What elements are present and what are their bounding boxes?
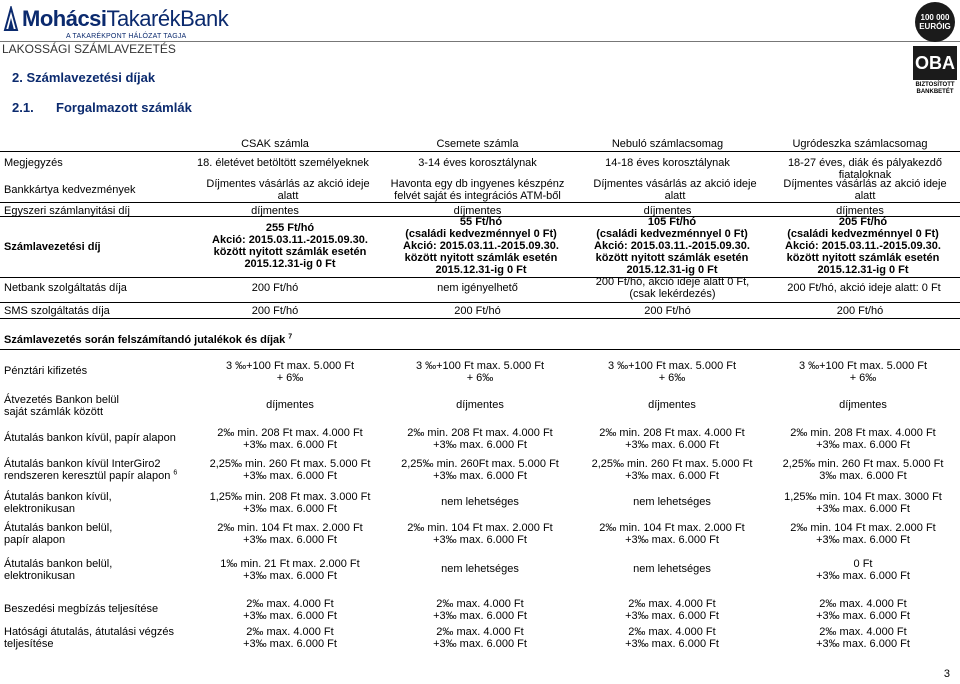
fee-value <box>768 598 958 622</box>
fee-value-line: +3‰ max. 6.000 Ft <box>243 610 337 622</box>
fee-label-text: teljesítése <box>4 638 54 650</box>
fee-value <box>768 399 958 411</box>
fee-label-line <box>4 558 194 570</box>
fee-label-line <box>4 638 194 650</box>
fee-value-line: + 6‰ <box>849 372 877 384</box>
megjegyzes-csak: 18. életévet betöltött személyeknek <box>197 157 369 169</box>
szamlavezetesi-nebulo-price: 105 Ft/hó <box>647 216 697 228</box>
fee-value-line: + 6‰ <box>276 372 304 384</box>
fee-label-text: Hatósági átutalás, átutalási végzés <box>4 626 174 638</box>
fee-value-line: +3‰ max. 6.000 Ft <box>816 610 910 622</box>
szamlavezetesi-csemete <box>385 216 577 276</box>
fee-value-line: +3‰ max. 6.000 Ft <box>433 534 527 546</box>
fee-value <box>195 399 385 411</box>
fee-value-line: 2‰ min. 208 Ft max. 4.000 Ft <box>407 427 553 439</box>
fee-value-line: nem lehetséges <box>441 563 519 575</box>
szamlavezetesi-nebulo-kedv: (családi kedvezménnyel 0 Ft) <box>596 228 748 240</box>
fee-value <box>195 522 385 546</box>
megjegyzes-ugrodeszka: 18-27 éves, diák és pályakezdő fiataloknak <box>787 157 943 181</box>
bankkartya-nebulo: Díjmentes vásárlás az akció ideje alatt <box>593 178 757 202</box>
fee-value-line: 2‰ max. 4.000 Ft <box>819 626 907 638</box>
fee-row-label <box>4 522 194 546</box>
fee-value <box>385 563 575 575</box>
fee-value <box>577 496 767 508</box>
szamlavezetesi-ugrodeszka <box>768 216 958 276</box>
fee-value-line: nem lehetséges <box>633 563 711 575</box>
bank-tagline: A TAKARÉKPONT HÁLÓZAT TAGJA <box>66 33 187 40</box>
page-number: 3 <box>943 668 950 680</box>
fee-label-text: Átutalás bankon kívül InterGiro2 <box>4 458 161 470</box>
netbank-csak: 200 Ft/hó <box>251 282 299 294</box>
fee-label-line <box>4 406 194 418</box>
fee-value-line: 2‰ max. 4.000 Ft <box>436 598 524 610</box>
fee-value-line: 2‰ max. 4.000 Ft <box>628 626 716 638</box>
egyszeri-nebulo: díjmentes <box>643 205 692 217</box>
fee-label-text: rendszeren keresztül papír alapon <box>4 470 171 482</box>
szamlavezetesi-ugrodeszka-ig: 2015.12.31-ig 0 Ft <box>817 264 909 276</box>
fee-value <box>385 458 575 482</box>
heading-number: 2.1. <box>12 100 34 115</box>
fee-label-line <box>4 603 194 615</box>
fee-value <box>577 626 767 650</box>
fee-label-line <box>4 394 194 406</box>
fee-label-line <box>4 432 194 444</box>
szamlavezetesi-nebulo-akcio: Akció: 2015.03.11.-2015.09.30. <box>594 240 750 252</box>
col-header-csemete: Csemete számla <box>436 138 519 150</box>
fee-value-line: díjmentes <box>839 399 887 411</box>
heading-forgalmazott-szamlak: Forgalmazott számlák <box>56 100 192 115</box>
megjegyzes-csemete: 3-14 éves korosztálynak <box>418 157 537 169</box>
badge-amount: 100 000 <box>920 13 950 22</box>
szamlavezetesi-nebulo-ig: 2015.12.31-ig 0 Ft <box>626 264 718 276</box>
row-label-bankkartya: Bankkártya kedvezmények <box>4 184 136 196</box>
bankkartya-ugrodeszka: Díjmentes vásárlás az akció ideje alatt <box>783 178 947 202</box>
fee-value <box>195 626 385 650</box>
fee-value-line: 3 ‰+100 Ft max. 5.000 Ft <box>607 360 737 372</box>
fee-value-line: 2‰ min. 104 Ft max. 2.000 Ft <box>217 522 363 534</box>
szamlavezetesi-csak-price: 255 Ft/hó <box>265 222 315 234</box>
fee-label-line <box>4 570 194 582</box>
fee-row-label <box>4 432 194 444</box>
fee-value-line: + 6‰ <box>466 372 494 384</box>
fee-value-line: +3‰ max. 6.000 Ft <box>816 570 910 582</box>
fee-value <box>768 626 958 650</box>
row-label-szamlavezetesi: Számlavezetési díj <box>4 241 101 253</box>
netbank-nebulo <box>575 276 770 300</box>
badge-currency: EURÓIG <box>919 22 951 31</box>
egyszeri-csak: díjmentes <box>251 205 299 217</box>
table-divider <box>0 302 960 303</box>
fee-value-line: 0 Ft <box>853 558 873 570</box>
fee-label-line <box>4 365 194 377</box>
fee-label-line <box>4 470 194 482</box>
fee-value <box>385 496 575 508</box>
fee-label-line <box>4 522 194 534</box>
fee-value-line: 3 ‰+100 Ft max. 5.000 Ft <box>798 360 928 372</box>
fee-row-label <box>4 365 194 377</box>
fee-value <box>577 360 767 384</box>
fee-value-line: +3‰ max. 6.000 Ft <box>433 638 527 650</box>
fee-value-line: +3‰ max. 6.000 Ft <box>816 638 910 650</box>
fee-value <box>768 522 958 546</box>
fee-row-label <box>4 626 194 650</box>
megjegyzes-nebulo: 14-18 éves korosztálynak <box>605 157 730 169</box>
fee-value-line: +3‰ max. 6.000 Ft <box>243 570 337 582</box>
table-divider <box>0 151 960 152</box>
szamlavezetesi-csemete-akcio: Akció: 2015.03.11.-2015.09.30. <box>403 240 559 252</box>
fee-label-text: Átutalás bankon belül, <box>4 522 113 534</box>
fee-value-line: +3‰ max. 6.000 Ft <box>243 638 337 650</box>
fee-value <box>768 360 958 384</box>
fee-value <box>385 427 575 451</box>
fee-label-line <box>4 503 194 515</box>
col-header-csak: CSAK számla <box>241 138 309 150</box>
fee-label-text: Átutalás bankon belül, <box>4 558 113 570</box>
row-label-megjegyzes: Megjegyzés <box>4 157 63 169</box>
szamlavezetesi-csemete-ig: 2015.12.31-ig 0 Ft <box>435 264 527 276</box>
fee-value-line: +3‰ max. 6.000 Ft <box>816 503 910 515</box>
szamlavezetesi-ugrodeszka-kedv: (családi kedvezménnyel 0 Ft) <box>787 228 939 240</box>
table-divider <box>0 349 960 350</box>
fee-value <box>195 458 385 482</box>
table-divider <box>0 202 960 203</box>
fee-label-line <box>4 458 194 470</box>
bankkartya-csak: Díjmentes vásárlás az akció ideje alatt <box>206 178 370 202</box>
netbank-nebulo-line1: 200 Ft/hó, akció ideje alatt 0 Ft, <box>595 276 750 288</box>
row-label-sms: SMS szolgáltatás díja <box>4 305 110 317</box>
fee-label-line <box>4 491 194 503</box>
fee-label-text: Átutalás bankon kívül, papír alapon <box>4 432 176 444</box>
col-header-nebulo: Nebuló számlacsomag <box>611 138 724 150</box>
fee-value-line: 2‰ max. 4.000 Ft <box>246 626 334 638</box>
fee-value <box>195 427 385 451</box>
fee-value-line: 2‰ max. 4.000 Ft <box>246 598 334 610</box>
szamlavezetesi-ugrodeszka-akcio: Akció: 2015.03.11.-2015.09.30. <box>785 240 941 252</box>
fee-value-line: 2‰ min. 104 Ft max. 2.000 Ft <box>790 522 936 534</box>
fee-value <box>577 563 767 575</box>
fee-value-line: 2‰ min. 104 Ft max. 2.000 Ft <box>407 522 553 534</box>
fee-value <box>768 427 958 451</box>
fee-value-line: 2‰ min. 208 Ft max. 4.000 Ft <box>599 427 745 439</box>
bank-logo-icon <box>3 6 20 32</box>
fee-value <box>577 598 767 622</box>
sms-nebulo: 200 Ft/hó <box>644 305 691 317</box>
fee-value-line: 1‰ min. 21 Ft max. 2.000 Ft <box>220 558 360 570</box>
fee-value <box>768 491 958 515</box>
bank-name: MohácsiTakarékBank <box>22 6 229 31</box>
fee-value-line: nem lehetséges <box>633 496 711 508</box>
fee-value-line: 3‰ max. 6.000 Ft <box>819 470 907 482</box>
fee-value-line: +3‰ max. 6.000 Ft <box>243 534 337 546</box>
fee-label-line <box>4 626 194 638</box>
fee-value <box>385 522 575 546</box>
fee-value <box>768 458 958 482</box>
fee-row-label <box>4 458 194 482</box>
fee-value-line: +3‰ max. 6.000 Ft <box>816 534 910 546</box>
fee-label-text: Pénztári kifizetés <box>4 365 88 377</box>
fee-value <box>768 558 958 582</box>
fee-label-text: elektronikusan <box>4 570 75 582</box>
heading-szamlavezetesi-dijak: 2. Számlavezetési díjak <box>12 70 156 85</box>
szamlavezetesi-ugrodeszka-kozott: között nyitott számlák esetén <box>786 252 940 264</box>
fee-label-text: saját számlák között <box>4 406 104 418</box>
szamlavezetesi-csak-ig: 2015.12.31-ig 0 Ft <box>244 258 336 270</box>
egyszeri-ugrodeszka: díjmentes <box>836 205 884 217</box>
badge-caption: BIZTOSÍTOTT BANKBETÉT <box>915 82 955 95</box>
sms-csak: 200 Ft/hó <box>251 305 299 317</box>
fee-value <box>195 360 385 384</box>
szamlavezetesi-nebulo <box>577 216 767 276</box>
fee-value <box>577 427 767 451</box>
fee-row-label <box>4 394 194 418</box>
fee-value-line: 2‰ max. 4.000 Ft <box>628 598 716 610</box>
fee-value-line: +3‰ max. 6.000 Ft <box>625 470 719 482</box>
fee-label-text: Beszedési megbízás teljesítése <box>4 603 159 615</box>
fee-row-label <box>4 558 194 582</box>
table-divider <box>0 277 960 278</box>
fee-value <box>385 598 575 622</box>
fee-value-line: 1,25‰ min. 104 Ft max. 3000 Ft <box>784 491 942 503</box>
fee-value-line: +3‰ max. 6.000 Ft <box>433 439 527 451</box>
fee-value-line: 2,25‰ min. 260 Ft max. 5.000 Ft <box>591 458 753 470</box>
fee-value-line: díjmentes <box>456 399 504 411</box>
fee-value-line: 2‰ min. 104 Ft max. 2.000 Ft <box>599 522 745 534</box>
row-label-egyszeri: Egyszeri számlanyitási díj <box>4 205 130 217</box>
fee-value-line: +3‰ max. 6.000 Ft <box>816 439 910 451</box>
fee-row-label <box>4 603 194 615</box>
sms-csemete: 200 Ft/hó <box>454 305 501 317</box>
fee-value <box>577 458 767 482</box>
fee-value <box>385 626 575 650</box>
section-jutalekok-title: Számlavezetés során felszámítandó jutalékok és díjak $^7$ <box>4 333 293 346</box>
fee-value <box>577 522 767 546</box>
fee-value <box>577 399 767 411</box>
fee-value-line: 3 ‰+100 Ft max. 5.000 Ft <box>225 360 355 372</box>
fee-value-line: 3 ‰+100 Ft max. 5.000 Ft <box>415 360 545 372</box>
fee-value-line: +3‰ max. 6.000 Ft <box>433 470 527 482</box>
fee-value-line: +3‰ max. 6.000 Ft <box>433 610 527 622</box>
oba-badge <box>913 2 957 98</box>
fee-value-line: +3‰ max. 6.000 Ft <box>243 503 337 515</box>
fee-value-line: +3‰ max. 6.000 Ft <box>625 638 719 650</box>
fee-value <box>195 491 385 515</box>
szamlavezetesi-csak-kozott: között nyitott számlák esetén <box>213 246 367 258</box>
fee-value-line: 2‰ min. 208 Ft max. 4.000 Ft <box>217 427 363 439</box>
fee-value-line: +3‰ max. 6.000 Ft <box>243 470 337 482</box>
col-header-ugrodeszka: Ugródeszka számlacsomag <box>792 138 928 150</box>
bankkartya-csemete: Havonta egy db ingyenes készpénz felvét saját és integrációs ATM-ből <box>390 178 565 202</box>
fee-value <box>195 558 385 582</box>
szamlavezetesi-csemete-kedv: (családi kedvezménnyel 0 Ft) <box>405 228 557 240</box>
fee-value <box>385 399 575 411</box>
fee-label-text: papír alapon <box>4 534 66 546</box>
fee-value-line: díjmentes <box>648 399 696 411</box>
szamlavezetesi-nebulo-kozott: között nyitott számlák esetén <box>595 252 749 264</box>
table-divider <box>0 318 960 319</box>
fee-value-line: 1,25‰ min. 208 Ft max. 3.000 Ft <box>209 491 371 503</box>
fee-label-line <box>4 534 194 546</box>
fee-value <box>195 598 385 622</box>
fee-label-text: Átutalás bankon kívül, <box>4 491 112 503</box>
egyszeri-csemete: díjmentes <box>453 205 502 217</box>
row-label-netbank: Netbank szolgáltatás díja <box>4 282 127 294</box>
fee-value-line: 2‰ max. 4.000 Ft <box>436 626 524 638</box>
fee-value-line: 2,25‰ min. 260Ft max. 5.000 Ft <box>401 458 559 470</box>
fee-value-line: + 6‰ <box>658 372 686 384</box>
fee-value <box>385 360 575 384</box>
fee-value-line: +3‰ max. 6.000 Ft <box>625 534 719 546</box>
szamlavezetesi-csemete-price: 55 Ft/hó <box>459 216 503 228</box>
szamlavezetesi-csak-akcio: Akció: 2015.03.11.-2015.09.30. <box>212 234 368 246</box>
fee-label-text: Átvezetés Bankon belül <box>4 394 119 406</box>
sms-ugrodeszka: 200 Ft/hó <box>836 305 884 317</box>
fee-value-line: 2‰ max. 4.000 Ft <box>819 598 907 610</box>
netbank-nebulo-line2: (csak lekérdezés) <box>629 288 716 300</box>
fee-value-line: +3‰ max. 6.000 Ft <box>625 610 719 622</box>
fee-value-line: 2,25‰ min. 260 Ft max. 5.000 Ft <box>209 458 371 470</box>
fee-value-line: nem lehetséges <box>441 496 519 508</box>
fee-row-label <box>4 491 194 515</box>
szamlavezetesi-ugrodeszka-price: 205 Ft/hó <box>838 216 888 228</box>
fee-value-line: 2‰ min. 208 Ft max. 4.000 Ft <box>790 427 936 439</box>
fee-value-line: +3‰ max. 6.000 Ft <box>625 439 719 451</box>
fee-label-text: elektronikusan <box>4 503 75 515</box>
szamlavezetesi-csak <box>196 222 384 270</box>
fee-value-line: 2,25‰ min. 260 Ft max. 5.000 Ft <box>782 458 944 470</box>
netbank-csemete: nem igényelhető <box>437 282 518 294</box>
badge-oba: OBA <box>913 46 957 80</box>
fee-value-line: +3‰ max. 6.000 Ft <box>243 439 337 451</box>
netbank-ugrodeszka: 200 Ft/hó, akció ideje alatt: 0 Ft <box>787 282 941 294</box>
fee-value-line: díjmentes <box>266 399 314 411</box>
section-label: LAKOSSÁGI SZÁMLAVEZETÉS <box>2 42 176 56</box>
footnote-marker: 6 <box>173 469 178 477</box>
szamlavezetesi-csemete-kozott: között nyitott számlák esetén <box>404 252 558 264</box>
